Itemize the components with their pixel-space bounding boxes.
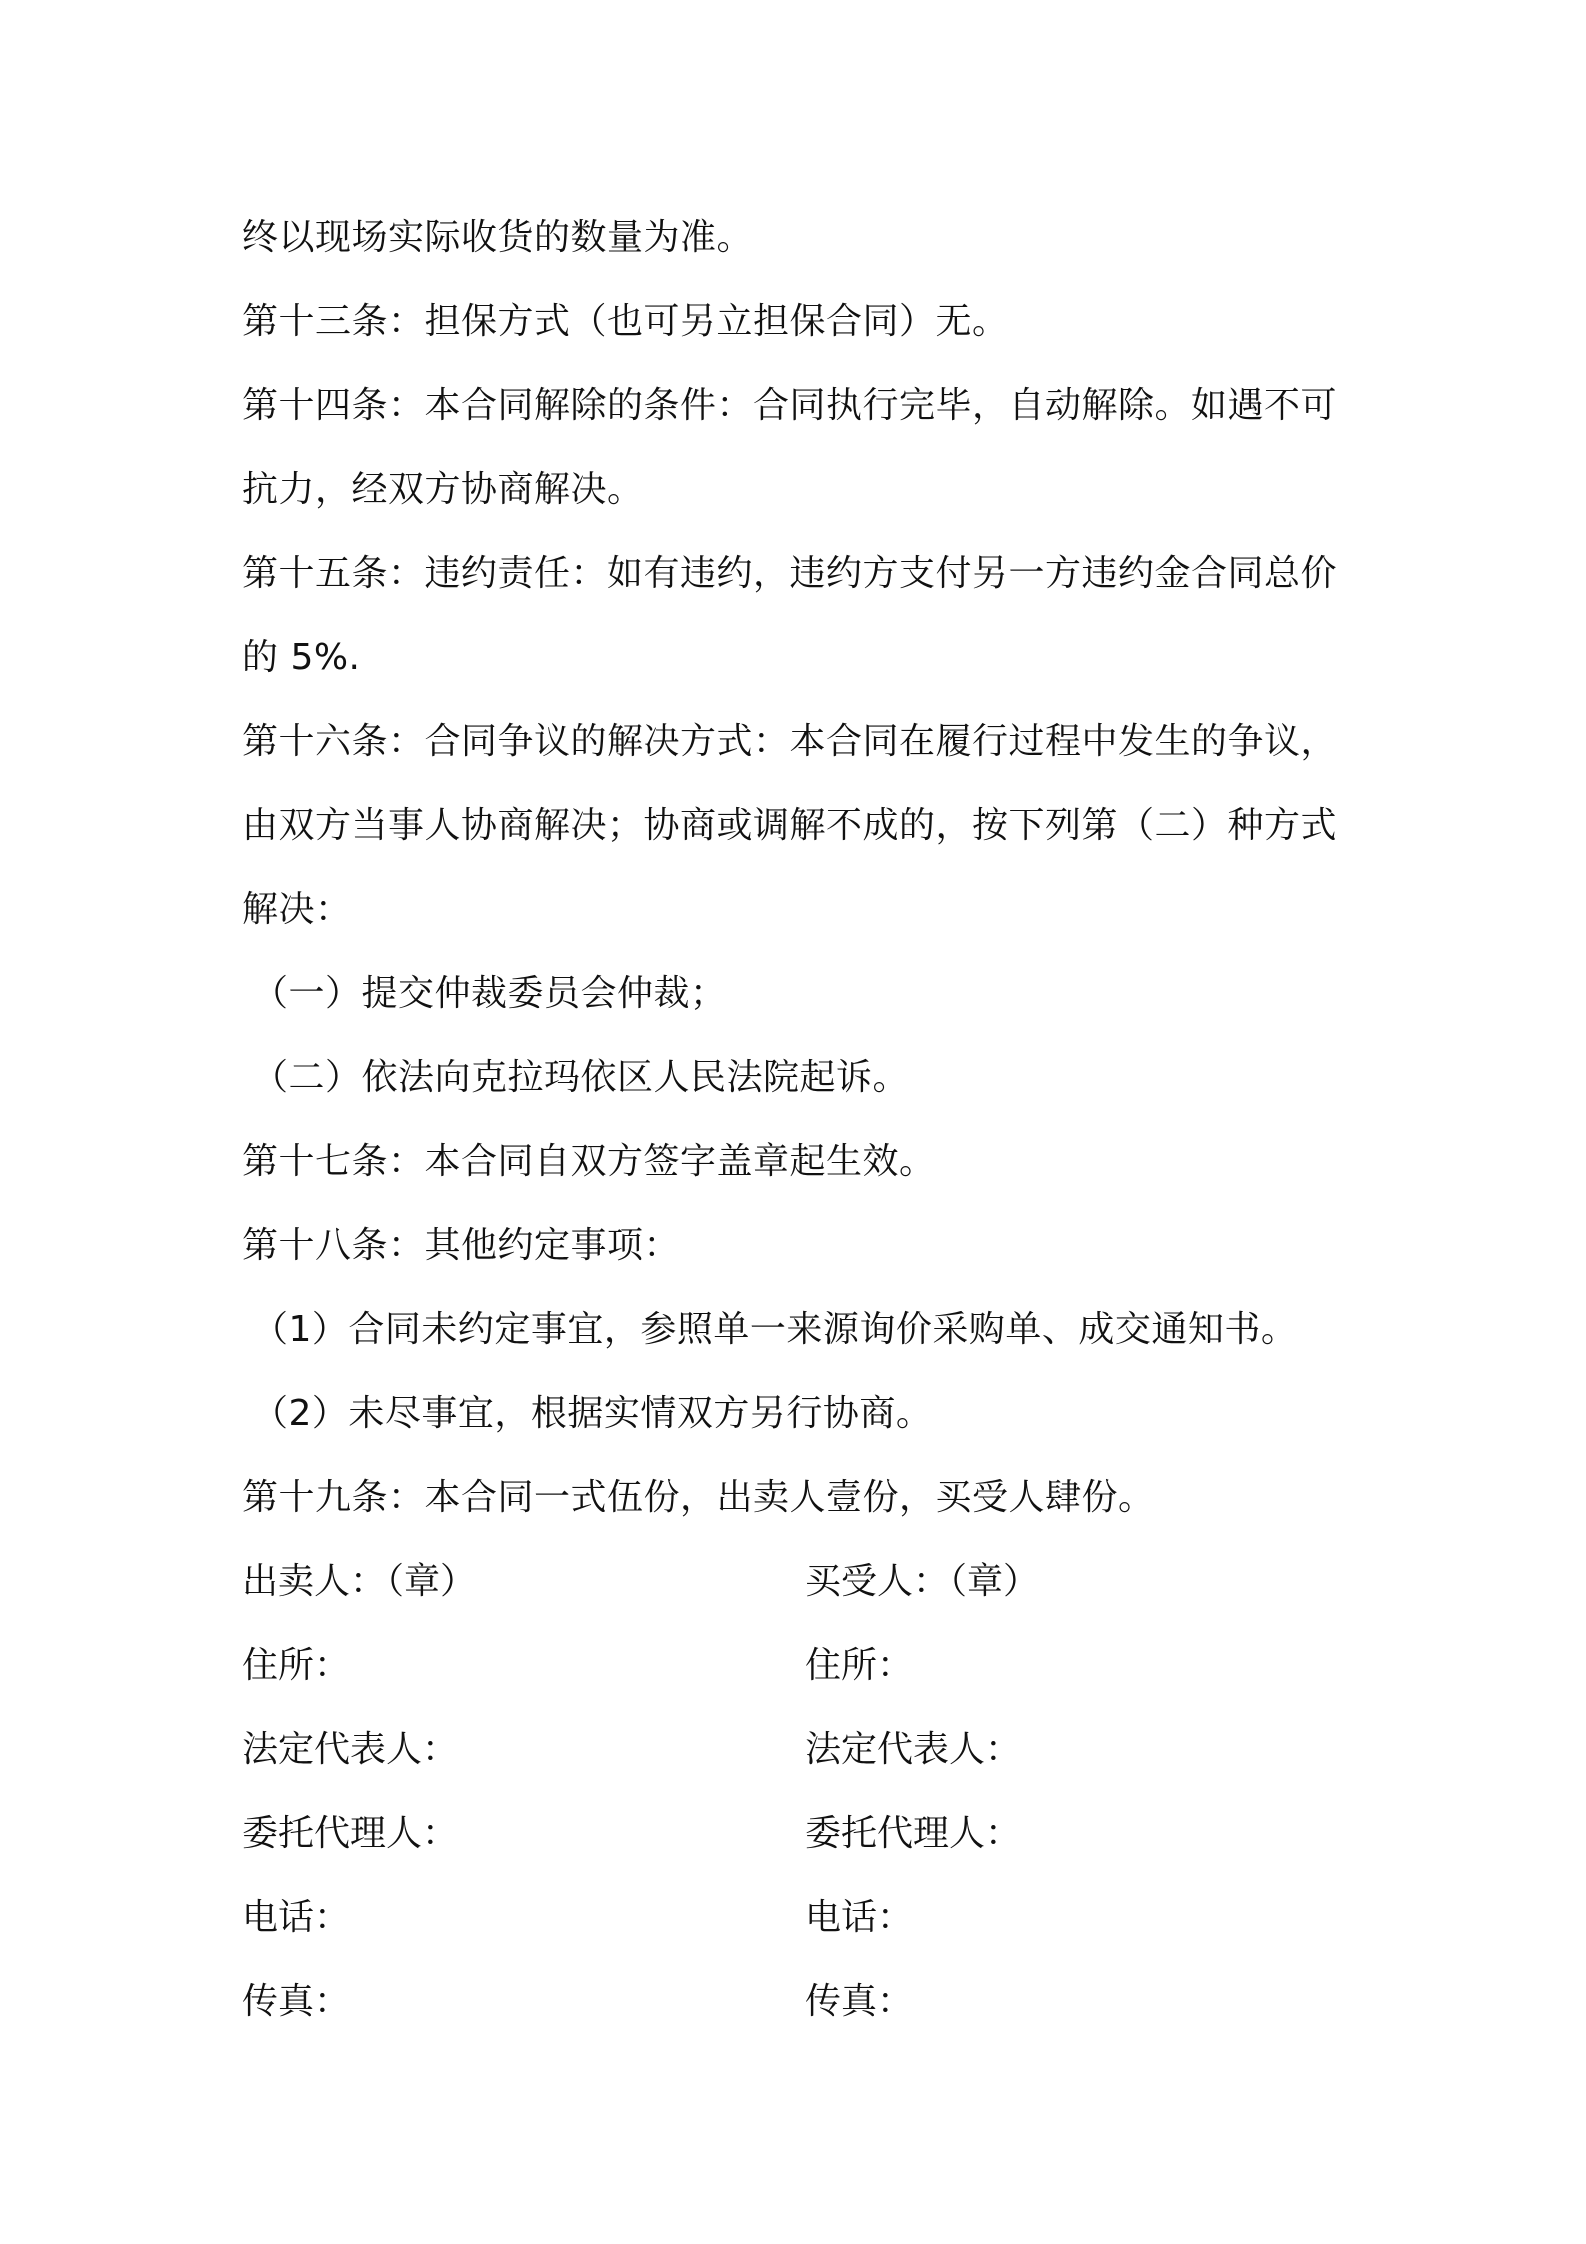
signature-row-address: [242, 1624, 1362, 1708]
seller-agent-label: 委托代理人：: [242, 1813, 459, 1854]
signature-row-phone: [242, 1876, 1362, 1960]
article-16-continuation-1: 由双方当事人协商解决；协商或调解不成的，按下列第（二）种方式: [242, 805, 1338, 846]
buyer-agent-label: 委托代理人：: [805, 1813, 1022, 1854]
article-14-continuation: 抗力，经双方协商解决。: [242, 469, 644, 510]
dispute-option-2: （二）依法向克拉玛依区人民法院起诉。: [252, 1057, 910, 1098]
buyer-seal-label: 买受人：（章）: [805, 1561, 1040, 1602]
buyer-legal-rep-label: 法定代表人：: [805, 1729, 1022, 1770]
signature-row-agent: [242, 1792, 1362, 1876]
seller-legal-rep-label: 法定代表人：: [242, 1729, 459, 1770]
paragraph-line-quantity: 终以现场实际收货的数量为准。: [242, 217, 754, 258]
seller-fax-label: 传真：: [242, 1981, 351, 2022]
article-13-guarantee: 第十三条：担保方式（也可另立担保合同）无。: [242, 301, 1009, 342]
seller-seal-label: 出卖人：（章）: [242, 1561, 477, 1602]
article-19-copies: 第十九条：本合同一式伍份，出卖人壹份，买受人肆份。: [242, 1477, 1155, 1518]
article-18-other: 第十八条：其他约定事项：: [242, 1225, 681, 1266]
article-14-termination: 第十四条：本合同解除的条件：合同执行完毕，自动解除。如遇不可: [242, 385, 1338, 426]
buyer-phone-label: 电话：: [805, 1897, 914, 1938]
signature-row-legal-rep: [242, 1708, 1362, 1792]
signature-row-fax: [242, 1960, 1362, 2044]
seller-phone-label: 电话：: [242, 1897, 351, 1938]
article-15-continuation: 的 5%.: [242, 637, 361, 678]
buyer-address-label: 住所：: [805, 1645, 914, 1686]
buyer-fax-label: 传真：: [805, 1981, 914, 2022]
article-16-dispute: 第十六条：合同争议的解决方式：本合同在履行过程中发生的争议，: [242, 721, 1338, 762]
article-16-continuation-2: 解决：: [242, 889, 352, 930]
other-item-1: （1）合同未约定事宜，参照单一来源询价采购单、成交通知书。: [252, 1309, 1298, 1350]
seller-address-label: 住所：: [242, 1645, 351, 1686]
contract-body: [242, 196, 1362, 2044]
article-17-effective: 第十七条：本合同自双方签字盖章起生效。: [242, 1141, 936, 1182]
dispute-option-1: （一）提交仲裁委员会仲裁；: [252, 973, 727, 1014]
article-15-liability: 第十五条：违约责任：如有违约，违约方支付另一方违约金合同总价: [242, 553, 1338, 594]
other-item-2: （2）未尽事宜，根据实情双方另行协商。: [252, 1393, 933, 1434]
signature-row-title: [242, 1540, 1362, 1624]
